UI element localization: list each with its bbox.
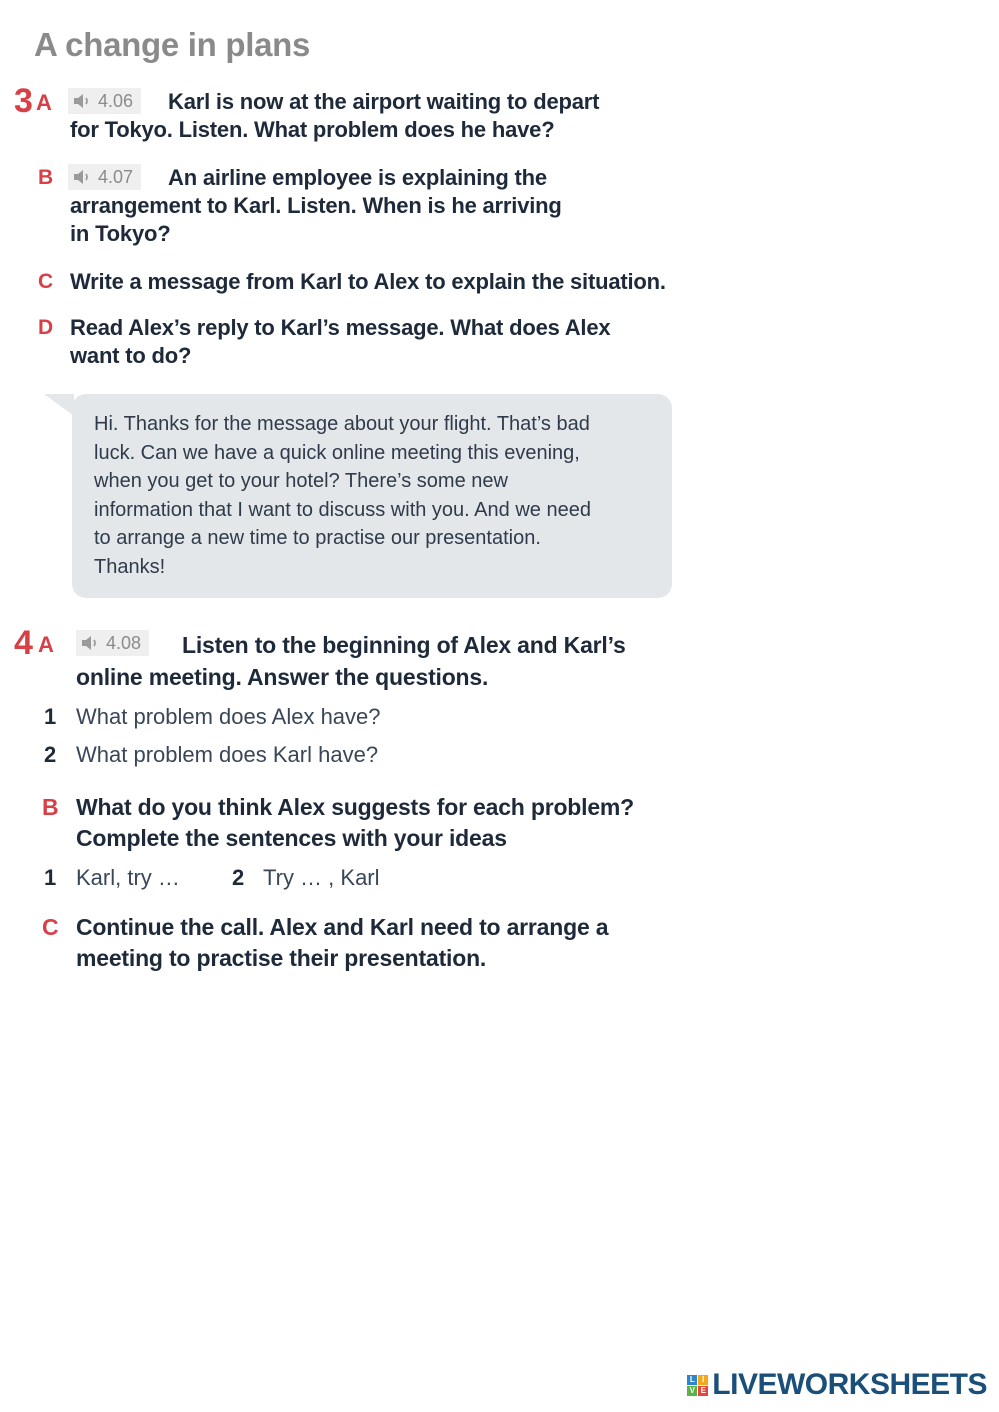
instruction-3b-line1: An airline employee is explaining the bbox=[168, 165, 547, 190]
logo-icon: L I V E bbox=[687, 1375, 708, 1396]
question-text: What problem does Karl have? bbox=[76, 742, 379, 767]
question-number: 2 bbox=[44, 742, 57, 767]
instruction-3d-line2: want to do? bbox=[70, 343, 192, 368]
audio-button-4-06[interactable] bbox=[68, 88, 141, 114]
item-letter-4c: C bbox=[42, 914, 59, 940]
message-line: Hi. Thanks for the message about your flight. That’s bad bbox=[94, 413, 590, 435]
audio-button-4-08[interactable] bbox=[76, 630, 149, 656]
instruction-3d-line1: Read Alex’s reply to Karl’s message. What does Alex bbox=[70, 315, 611, 340]
message-text bbox=[94, 410, 660, 582]
instruction-4c-line2: meeting to practise their presentation. bbox=[76, 945, 487, 971]
audio-button-4-07[interactable] bbox=[68, 164, 141, 190]
page-title: A change in plans bbox=[34, 26, 311, 63]
prompt-number: 2 bbox=[232, 865, 245, 890]
instruction-3b-line3: in Tokyo? bbox=[70, 221, 171, 246]
speaker-icon bbox=[72, 92, 94, 110]
message-line: information that I want to discuss with you. And we need bbox=[94, 498, 591, 521]
item-letter-3a: A bbox=[36, 90, 52, 115]
audio-track-label: 4.08 bbox=[106, 632, 142, 653]
speaker-icon bbox=[72, 168, 94, 186]
instruction-3c: Write a message from Karl to Alex to explain the situation. bbox=[70, 269, 666, 294]
audio-track-label: 4.06 bbox=[98, 90, 134, 111]
message-line: Thanks! bbox=[94, 555, 166, 578]
audio-track-label: 4.07 bbox=[98, 166, 134, 187]
liveworksheets-logo bbox=[687, 1368, 987, 1402]
question-number: 1 bbox=[44, 704, 57, 729]
message-line: luck. Can we have a quick online meeting this evening, bbox=[94, 441, 580, 464]
prompt-text: Try … , Karl bbox=[263, 865, 380, 890]
item-letter-4a: A bbox=[38, 632, 54, 657]
prompt-text: Karl, try … bbox=[76, 865, 180, 890]
item-letter-3b: B bbox=[38, 166, 54, 189]
instruction-4a-line1: Listen to the beginning of Alex and Karl’s bbox=[182, 632, 626, 658]
instruction-3a-line1: Karl is now at the airport waiting to depart bbox=[168, 89, 600, 114]
instruction-4c-line1: Continue the call. Alex and Karl need to arrange a bbox=[76, 914, 609, 940]
instruction-4b-line2: Complete the sentences with your ideas bbox=[76, 825, 507, 851]
instruction-3b-line2: arrangement to Karl. Listen. When is he arriving bbox=[70, 193, 562, 218]
question-text: What problem does Alex have? bbox=[76, 704, 381, 729]
item-letter-4b: B bbox=[42, 794, 59, 820]
item-letter-3d: D bbox=[38, 316, 54, 339]
speaker-icon bbox=[80, 634, 102, 652]
section-number-4: 4 bbox=[14, 624, 33, 662]
section-number-3: 3 bbox=[14, 82, 33, 120]
message-bubble-tail bbox=[44, 394, 74, 416]
message-line: to arrange a new time to practise our presentation. bbox=[94, 527, 541, 550]
logo-text: LIVEWORKSHEETS bbox=[712, 1368, 987, 1401]
instruction-4b-line1: What do you think Alex suggests for each problem? bbox=[76, 794, 635, 820]
message-line: when you get to your hotel? There’s some new bbox=[94, 470, 508, 493]
instruction-4a-line2: online meeting. Answer the questions. bbox=[76, 664, 489, 690]
item-letter-3c: C bbox=[38, 270, 54, 293]
prompt-number: 1 bbox=[44, 865, 57, 890]
instruction-3a-line2: for Tokyo. Listen. What problem does he have? bbox=[70, 117, 555, 142]
